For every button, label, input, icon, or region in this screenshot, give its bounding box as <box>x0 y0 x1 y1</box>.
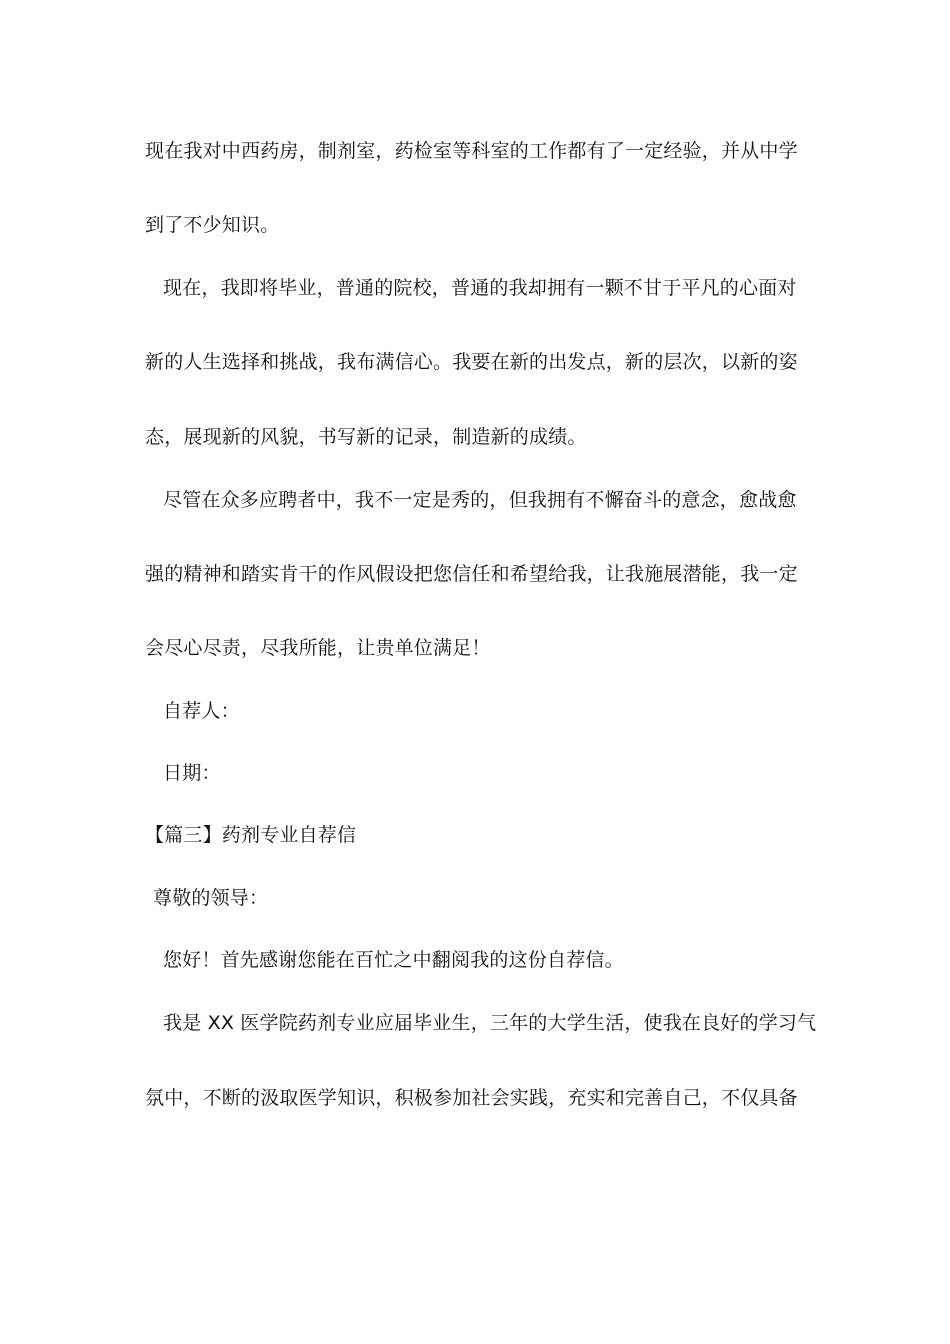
paragraph-line: 到了不少知识。 <box>145 214 280 236</box>
paragraph-line: 我是 XX 医学院药剂专业应届毕业生，三年的大学生活，使我在良好的学习气 <box>163 1012 817 1034</box>
date-label: 日期： <box>163 762 221 784</box>
salutation: 尊敬的领导： <box>153 887 269 909</box>
paragraph-line: 态，展现新的风貌，书写新的记录，制造新的成绩。 <box>145 426 587 448</box>
signature-label: 自荐人： <box>163 700 240 722</box>
paragraph-line: 现在，我即将毕业，普通的院校，普通的我却拥有一颗不甘于平凡的心面对 <box>163 277 797 299</box>
paragraph-line: 现在我对中西药房，制剂室，药检室等科室的工作都有了一定经验，并从中学 <box>145 140 798 162</box>
paragraph-line: 氛中，不断的汲取医学知识，积极参加社会实践，充实和完善自己，不仅具备 <box>145 1087 798 1109</box>
section-heading: 【篇三】药剂专业自荐信 <box>145 824 357 846</box>
paragraph-line: 会尽心尽责，尽我所能，让贵单位满足！ <box>145 637 491 659</box>
paragraph-line: 强的精神和踏实肯干的作风假设把您信任和希望给我，让我施展潜能，我一定 <box>145 563 798 585</box>
paragraph-line: 尽管在众多应聘者中，我不一定是秀的，但我拥有不懈奋斗的意念，愈战愈 <box>163 489 797 511</box>
paragraph-line: 新的人生选择和挑战，我布满信心。我要在新的出发点，新的层次，以新的姿 <box>145 351 798 373</box>
greeting-line: 您好！首先感谢您能在百忙之中翻阅我的这份自荐信。 <box>163 949 624 971</box>
